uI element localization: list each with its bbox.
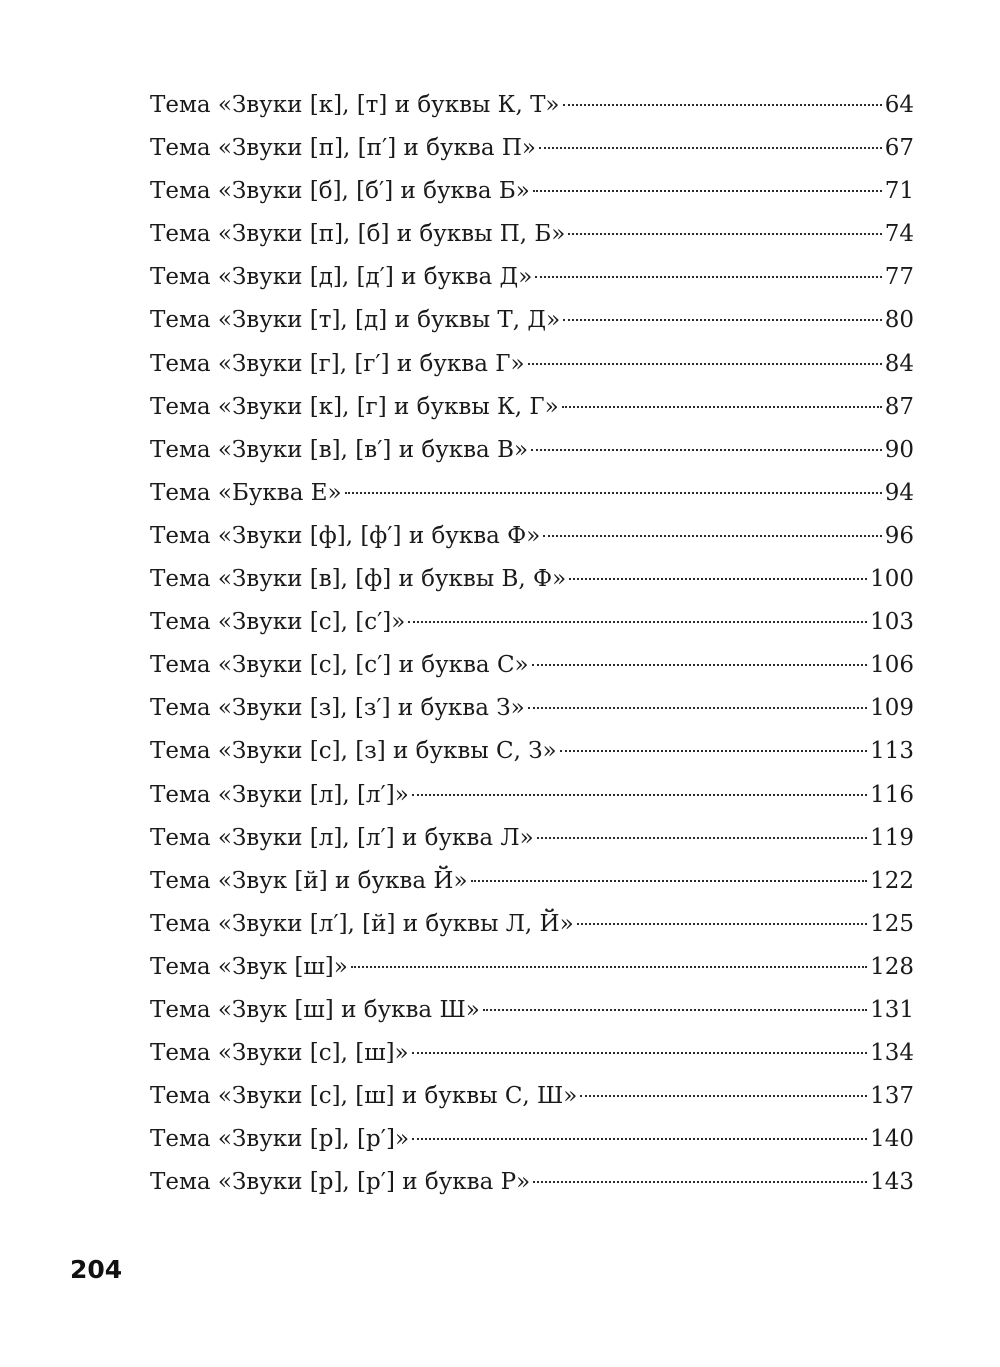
toc-entry-page: 137	[870, 1083, 914, 1110]
dot-leader	[408, 621, 867, 623]
dot-leader	[580, 1095, 867, 1097]
toc-entry-title: Тема «Звуки [л′], [й] и буквы Л, Й»	[150, 910, 574, 937]
toc-entry-page: 67	[884, 135, 914, 162]
toc-entry-page: 125	[870, 910, 914, 937]
dot-leader	[577, 923, 867, 925]
toc-entry-page: 103	[870, 609, 914, 636]
dot-leader	[483, 1009, 867, 1011]
toc-entry-title: Тема «Звук [ш]»	[150, 953, 348, 980]
toc-entry-page: 74	[884, 221, 914, 248]
toc-entry	[150, 256, 914, 299]
toc-entry	[150, 860, 914, 903]
table-of-contents	[150, 84, 914, 1204]
dot-leader	[345, 492, 882, 494]
toc-entry	[150, 299, 914, 342]
toc-entry	[150, 1032, 914, 1075]
toc-entry	[150, 601, 914, 644]
toc-entry	[150, 429, 914, 472]
dot-leader	[568, 233, 881, 235]
dot-leader	[543, 535, 881, 537]
dot-leader	[412, 794, 867, 796]
toc-entry-page: 77	[884, 264, 914, 291]
toc-entry-page: 94	[884, 479, 914, 506]
toc-entry	[150, 472, 914, 515]
toc-entry-page: 64	[884, 92, 914, 118]
toc-entry	[150, 903, 914, 946]
toc-entry-page: 109	[870, 695, 914, 722]
toc-entry-title: Тема «Звуки [к], [г] и буквы К, Г»	[150, 393, 559, 420]
dot-leader	[537, 837, 867, 839]
toc-entry-title: Тема «Звуки [в], [в′] и буква В»	[150, 436, 529, 463]
toc-entry-page: 71	[884, 178, 914, 205]
dot-leader	[533, 190, 882, 192]
dot-leader	[563, 104, 882, 106]
toc-entry-title: Тема «Звуки [р], [р′] и буква Р»	[150, 1169, 531, 1196]
dot-leader	[528, 707, 867, 709]
toc-entry-title: Тема «Звуки [п], [п′] и буква П»	[150, 135, 536, 162]
toc-entry	[150, 817, 914, 860]
toc-entry	[150, 774, 914, 817]
toc-entry-title: Тема «Звуки [р], [р′]»	[150, 1126, 410, 1153]
toc-entry-title: Тема «Звуки [в], [ф] и буквы В, Ф»	[150, 566, 567, 593]
toc-entry-title: Тема «Звуки [ф], [ф′] и буква Ф»	[150, 522, 541, 549]
toc-entry	[150, 989, 914, 1032]
dot-leader	[532, 664, 867, 666]
toc-entry-title: Тема «Звуки [с], [ш] и буквы С, Ш»	[150, 1083, 578, 1110]
dot-leader	[533, 1181, 867, 1183]
toc-entry	[150, 644, 914, 687]
toc-entry-title: Тема «Звуки [л], [л′] и буква Л»	[150, 824, 534, 851]
dot-leader	[560, 750, 867, 752]
toc-entry-page: 90	[884, 436, 914, 463]
toc-entry	[150, 386, 914, 429]
dot-leader	[471, 880, 868, 882]
toc-entry	[150, 170, 914, 213]
toc-entry-page: 100	[870, 566, 914, 593]
toc-entry	[150, 213, 914, 256]
dot-leader	[569, 578, 867, 580]
toc-entry-title: Тема «Звуки [т], [д] и буквы Т, Д»	[150, 307, 561, 334]
toc-entry-page: 131	[870, 996, 914, 1023]
toc-entry-page: 113	[870, 738, 914, 765]
dot-leader	[531, 449, 882, 451]
dot-leader	[351, 966, 867, 968]
toc-entry-page: 134	[870, 1040, 914, 1067]
toc-entry	[150, 1118, 914, 1161]
toc-entry-title: Тема «Звуки [п], [б] и буквы П, Б»	[150, 221, 566, 248]
toc-entry-title: Тема «Звуки [к], [т] и буквы К, Т»	[150, 92, 560, 118]
dot-leader	[535, 276, 881, 278]
toc-entry-page: 119	[870, 824, 914, 851]
toc-entry-title: Тема «Звуки [г], [г′] и буква Г»	[150, 350, 525, 377]
toc-entry	[150, 730, 914, 773]
toc-entry-title: Тема «Звук [й] и буква Й»	[150, 867, 468, 894]
toc-entry-page: 140	[870, 1126, 914, 1153]
dot-leader	[412, 1052, 867, 1054]
toc-entry-title: Тема «Звуки [л], [л′]»	[150, 781, 409, 808]
dot-leader	[528, 363, 882, 365]
toc-entry-title: Тема «Звук [ш] и буква Ш»	[150, 996, 480, 1023]
toc-entry	[150, 1161, 914, 1204]
toc-entry-title: Тема «Звуки [с], [с′] и буква С»	[150, 652, 529, 679]
toc-entry-page: 106	[870, 652, 914, 679]
dot-leader	[562, 406, 882, 408]
dot-leader	[563, 319, 882, 321]
dot-leader	[539, 147, 882, 149]
toc-entry	[150, 558, 914, 601]
toc-entry	[150, 127, 914, 170]
toc-entry-page: 122	[870, 867, 914, 894]
toc-entry-page: 96	[884, 522, 914, 549]
toc-entry	[150, 343, 914, 386]
toc-entry-title: Тема «Звуки [с], [ш]»	[150, 1040, 409, 1067]
toc-entry-page: 116	[870, 781, 914, 808]
dot-leader	[412, 1138, 867, 1140]
toc-entry	[150, 515, 914, 558]
toc-entry-title: Тема «Звуки [с], [з] и буквы С, З»	[150, 738, 557, 765]
page-number: 204	[70, 1255, 123, 1284]
toc-entry-title: Тема «Буква Е»	[150, 479, 342, 506]
toc-entry-page: 128	[870, 953, 914, 980]
toc-entry-page: 80	[884, 307, 914, 334]
toc-entry-page: 143	[870, 1169, 914, 1196]
toc-entry	[150, 84, 914, 127]
toc-entry-title: Тема «Звуки [д], [д′] и буква Д»	[150, 264, 533, 291]
toc-entry-title: Тема «Звуки [б], [б′] и буква Б»	[150, 178, 530, 205]
toc-entry	[150, 687, 914, 730]
toc-entry-page: 84	[884, 350, 914, 377]
toc-entry-page: 87	[884, 393, 914, 420]
toc-entry	[150, 946, 914, 989]
toc-entry-title: Тема «Звуки [з], [з′] и буква З»	[150, 695, 525, 722]
toc-entry	[150, 1075, 914, 1118]
toc-entry-title: Тема «Звуки [с], [с′]»	[150, 609, 406, 636]
